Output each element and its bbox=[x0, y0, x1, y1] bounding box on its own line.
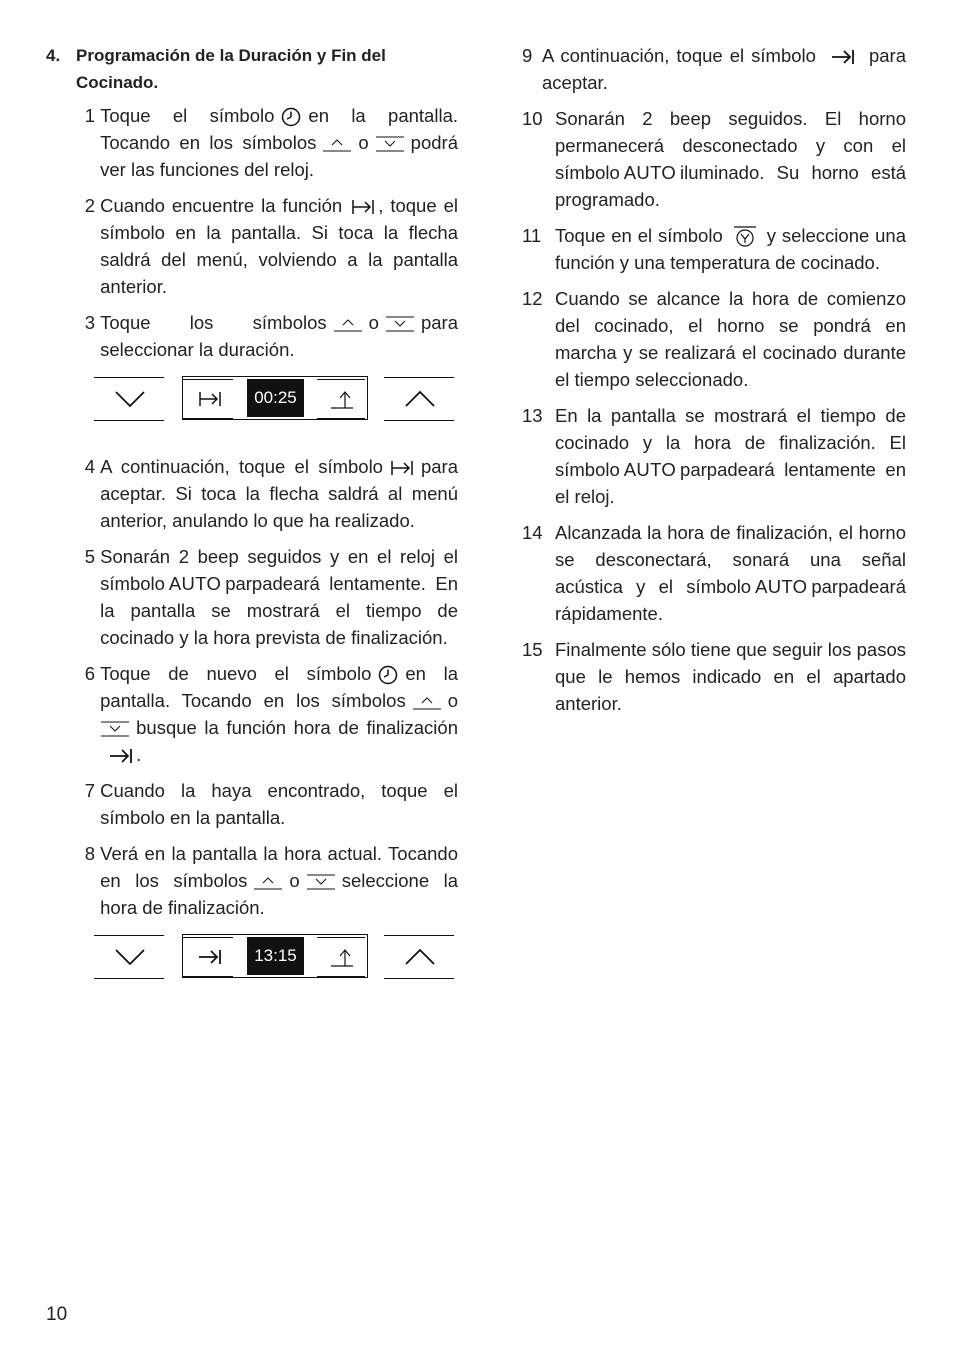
down-symbol-icon bbox=[375, 134, 405, 154]
down-symbol-icon bbox=[385, 314, 415, 334]
step-number: 10 bbox=[522, 108, 543, 129]
left-column bbox=[46, 42, 458, 1011]
end-time-icon bbox=[108, 746, 134, 766]
section-heading bbox=[46, 42, 458, 96]
step-3: 3 Toque los símbolos o para seleccionar la duración. bbox=[46, 309, 458, 363]
auto-symbol: AUTO bbox=[168, 573, 222, 594]
right-column bbox=[522, 42, 906, 726]
step-number: 9 bbox=[522, 45, 533, 66]
confirm-icon bbox=[329, 388, 355, 410]
down-arrow-button[interactable] bbox=[94, 377, 164, 421]
end-time-control-panel bbox=[94, 935, 458, 983]
down-arrow-button[interactable] bbox=[94, 935, 164, 979]
step-number: 12 bbox=[522, 288, 543, 310]
step-9: 9 A continuación, toque el símbolo para aceptar. bbox=[522, 42, 906, 96]
up-arrow-button[interactable] bbox=[384, 935, 454, 979]
step-4: 4 A continuación, toque el símbolo para aceptar. Si toca la flecha saldrá al menú anterior, anulando lo que ha realizado. bbox=[46, 453, 458, 534]
step-number: 1 bbox=[84, 105, 95, 126]
page-number: 10 bbox=[46, 1304, 68, 1325]
step-number: 4 bbox=[84, 456, 95, 477]
step-15: 15 Finalmente sólo tiene que seguir los pasos que le hemos indicado en el apartado anterior. bbox=[522, 636, 906, 717]
auto-symbol: AUTO bbox=[623, 162, 677, 183]
down-symbol-icon bbox=[100, 719, 130, 739]
duration-segment[interactable] bbox=[183, 379, 233, 419]
up-arrow-button[interactable] bbox=[384, 377, 454, 421]
up-symbol-icon bbox=[322, 134, 352, 154]
step-2: 2 Cuando encuentre la función , toque el símbolo en la pantalla. Si toca la flecha saldrá del menú, volviendo a la pantalla anterior. bbox=[46, 192, 458, 300]
step-number: 2 bbox=[84, 195, 95, 216]
step-7: 7 Cuando la haya encontrado, toque el símbolo en la pantalla. bbox=[46, 777, 458, 831]
step-5: 5 Sonarán 2 beep seguidos y en el reloj el símbolo AUTO parpadeará lentamente. En la pantalla se mostrará el tiempo de cocinado y la hora prevista de finalización. bbox=[46, 543, 458, 651]
step-number: 14 bbox=[522, 522, 543, 544]
confirm-segment[interactable] bbox=[317, 379, 365, 419]
step-1: 1 Toque el símbolo en la pantalla. Tocando en los símbolos o podrá ver las funciones del reloj. bbox=[46, 102, 458, 183]
step-number: 6 bbox=[84, 663, 95, 684]
auto-symbol: AUTO bbox=[755, 576, 808, 598]
clock-icon bbox=[377, 664, 399, 686]
end-time-value: 13:15 bbox=[247, 937, 304, 975]
chevron-down-icon bbox=[115, 948, 145, 966]
end-time-segment[interactable] bbox=[183, 937, 233, 977]
step-12: 12 Cuando se alcance la hora de comienzo del cocinado, el horno se pondrá en marcha y se realizará el cocinado durante el tiempo seleccionado. bbox=[522, 285, 906, 393]
step-number: 15 bbox=[522, 639, 543, 661]
chevron-down-icon bbox=[115, 390, 145, 408]
step-number: 8 bbox=[84, 843, 95, 864]
confirm-icon bbox=[329, 946, 355, 968]
step-number: 11 bbox=[522, 225, 542, 246]
down-symbol-icon bbox=[306, 872, 336, 892]
step-6: 6 Toque de nuevo el símbolo en la pantalla. Tocando en los símbolos o busque la función hora de finalización . bbox=[46, 660, 458, 768]
duration-icon bbox=[389, 458, 415, 478]
oven-function-icon bbox=[733, 225, 757, 249]
timer-display bbox=[182, 376, 368, 420]
timer-display bbox=[182, 934, 368, 978]
step-number: 5 bbox=[84, 546, 95, 567]
step-8: 8 Verá en la pantalla la hora actual. Tocando en los símbolos o seleccione la hora de finalización. bbox=[46, 840, 458, 921]
chevron-up-icon bbox=[405, 948, 435, 966]
step-number: 13 bbox=[522, 405, 543, 427]
step-11: 11 Toque en el símbolo y seleccione una función y una temperatura de cocinado. bbox=[522, 222, 906, 276]
up-symbol-icon bbox=[333, 314, 363, 334]
step-number: 3 bbox=[84, 312, 95, 333]
duration-value: 00:25 bbox=[247, 379, 304, 417]
step-13: 13 En la pantalla se mostrará el tiempo de cocinado y la hora de finalización. El símbolo AUTO parpadeará lentamente en el reloj. bbox=[522, 402, 906, 510]
up-symbol-icon bbox=[412, 692, 442, 712]
step-14: 14 Alcanzada la hora de finalización, el horno se desconectará, sonará una señal acústica y el símbolo AUTO parpadeará rápidamente. bbox=[522, 519, 906, 627]
duration-icon bbox=[350, 197, 376, 217]
auto-symbol: AUTO bbox=[623, 459, 677, 481]
end-time-icon bbox=[197, 947, 223, 967]
end-time-icon bbox=[830, 47, 856, 67]
step-number: 7 bbox=[84, 780, 95, 801]
section-number: 4. bbox=[46, 46, 61, 65]
chevron-up-icon bbox=[405, 390, 435, 408]
clock-icon bbox=[280, 106, 302, 128]
section-title: Programación de la Duración y Fin del Cocinado. bbox=[76, 46, 386, 92]
duration-icon bbox=[197, 389, 223, 409]
duration-control-panel bbox=[94, 377, 458, 425]
confirm-segment[interactable] bbox=[317, 937, 365, 977]
up-symbol-icon bbox=[253, 872, 283, 892]
step-10: 10 Sonarán 2 beep seguidos. El horno permanecerá desconectado y con el símbolo AUTO iluminado. Su horno está programado. bbox=[522, 105, 906, 213]
